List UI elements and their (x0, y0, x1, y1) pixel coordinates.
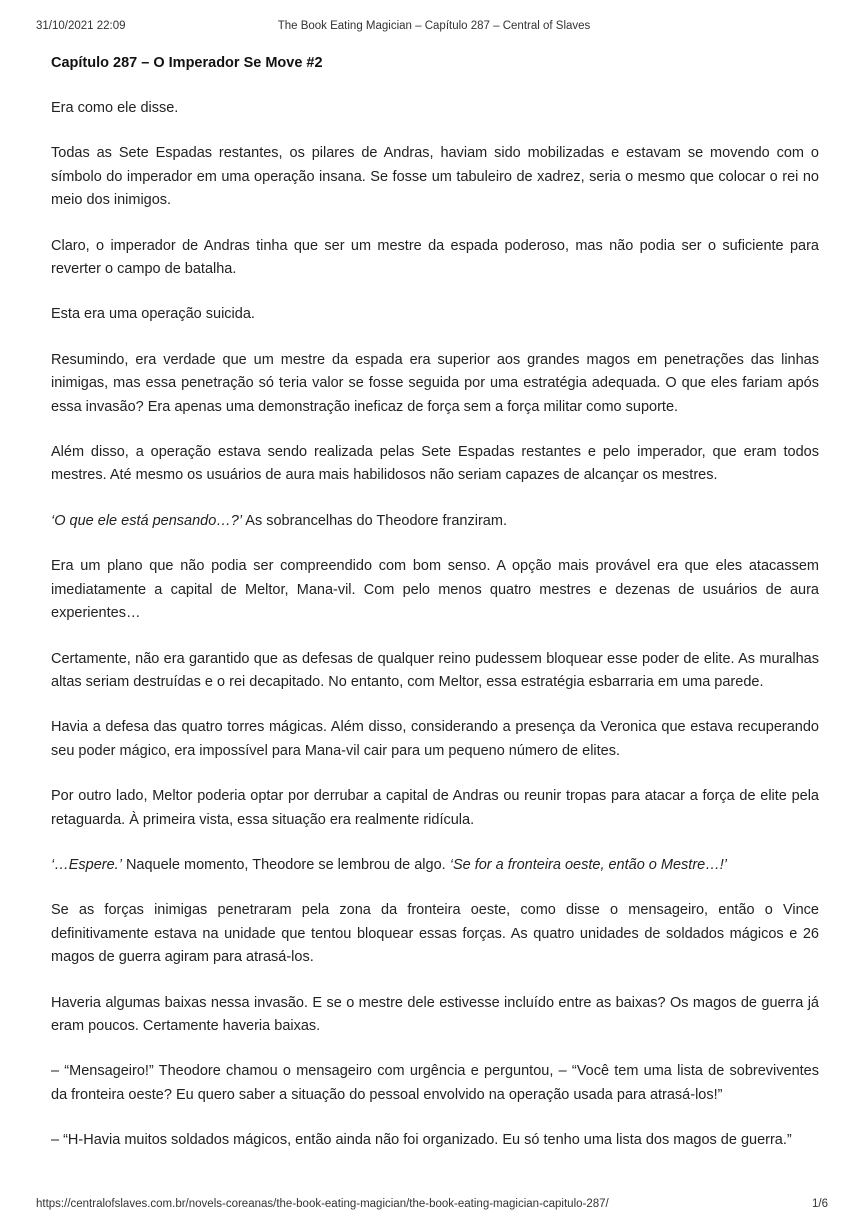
paragraph (51, 899, 819, 969)
paragraph (51, 555, 819, 625)
paragraph-text: Esta era uma operação suicida. (51, 306, 255, 323)
paragraph (51, 716, 819, 763)
paragraph-text: Todas as Sete Espadas restantes, os pilares de Andras, haviam sido mobilizadas e estavam se movendo com o símbolo do imperador em uma operação insana. Se fosse um tabuleiro de xadrez, seria o mesmo que colocar o rei no meio dos inimigos. (51, 145, 819, 209)
paragraph-text: Era um plano que não podia ser compreendido com bom senso. A opção mais provável era que eles atacassem imediatamente a capital de Meltor, Mana-vil. Com pelo menos quatro mestres e dezenas de usuários de aura experientes… (51, 558, 819, 622)
chapter-content (51, 52, 819, 1153)
italic-thought: ‘…Espere.’ (51, 856, 122, 873)
paragraph (51, 1129, 819, 1152)
paragraph (51, 510, 819, 533)
paragraph-text: Resumindo, era verdade que um mestre da espada era superior aos grandes magos em penetrações das linhas inimigas, mas essa penetração só teria valor se fosse seguida por uma estratégia adequada. O que eles fariam após essa invasão? Era apenas uma demonstração ineficaz de força sem a força militar como suporte. (51, 351, 819, 415)
page-number: 1/6 (812, 1198, 828, 1210)
paragraph (51, 992, 819, 1039)
paragraph (51, 1060, 819, 1107)
paragraph-text: Haveria algumas baixas nessa invasão. E se o mestre dele estivesse incluído entre as baixas? Os magos de guerra já eram poucos. Certamente haveria baixas. (51, 994, 819, 1034)
paragraph-text: – “Mensageiro!” Theodore chamou o mensageiro com urgência e perguntou, – “Você tem uma lista de sobreviventes da fronteira oeste? Eu quero saber a situação do pessoal envolvido na operação usada para atrasá-los!” (51, 1063, 819, 1103)
paragraph-text: As sobrancelhas do Theodore franziram. (242, 512, 507, 529)
paragraph (51, 349, 819, 419)
print-date: 31/10/2021 22:09 (36, 20, 126, 32)
paragraph-list (51, 97, 819, 1153)
paragraph (51, 854, 819, 877)
paragraph (51, 97, 819, 120)
paragraph-text: Por outro lado, Meltor poderia optar por derrubar a capital de Andras ou reunir tropas para atacar a força de elite pela retaguarda. À primeira vista, essa situação era realmente ridícula. (51, 788, 819, 828)
document-title: The Book Eating Magician – Capítulo 287 – Central of Slaves (277, 20, 591, 32)
paragraph-text: Claro, o imperador de Andras tinha que ser um mestre da espada poderoso, mas não podia ser o suficiente para reverter o campo de batalha. (51, 237, 819, 278)
paragraph-text: – “H-Havia muitos soldados mágicos, então ainda não foi organizado. Eu só tenho uma lista dos magos de guerra.” (51, 1132, 792, 1149)
paragraph (51, 303, 819, 326)
paragraph-text: Se as forças inimigas penetraram pela zona da fronteira oeste, como disse o mensageiro, então o Vince definitivamente estava na unidade que tentou bloquear essas forças. As quatro unidades de soldados mágicos e 26 magos de guerra agiram para atrasá-los. (51, 902, 819, 966)
paragraph-text: Naquele momento, Theodore se lembrou de algo. (121, 856, 450, 873)
chapter-title: Capítulo 287 – O Imperador Se Move #2 (51, 55, 323, 71)
paragraph-text: Certamente, não era garantido que as defesas de qualquer reino pudessem bloquear esse poder de elite. As muralhas altas seriam destruídas e o rei decapitado. No entanto, com Meltor, essa estratégia esbarraria em uma parede. (51, 650, 819, 690)
paragraph (51, 235, 819, 282)
paragraph (51, 648, 819, 695)
paragraph-text: Além disso, a operação estava sendo realizada pelas Sete Espadas restantes e pelo imperador, que eram todos mestres. Até mesmo os usuários de aura mais habilidosos não seriam capazes de alcançar os mestres. (51, 444, 819, 484)
print-header (36, 20, 832, 36)
page-url: https://centralofslaves.com.br/novels-coreanas/the-book-eating-magician/the-book-eating-magician-capitulo-287/ (36, 1198, 609, 1210)
print-footer (36, 1198, 832, 1214)
paragraph (51, 785, 819, 832)
italic-thought: ‘O que ele está pensando…?’ (51, 512, 243, 529)
paragraph (51, 142, 819, 212)
paragraph-text: Era como ele disse. (51, 100, 179, 116)
paragraph-text: Havia a defesa das quatro torres mágicas. Além disso, considerando a presença da Veronica que estava recuperando seu poder mágico, era impossível para Mana-vil cair para um pequeno número de elites. (51, 719, 819, 759)
italic-thought: ‘Se for a fronteira oeste, então o Mestre…!’ (449, 856, 727, 873)
paragraph (51, 441, 819, 488)
